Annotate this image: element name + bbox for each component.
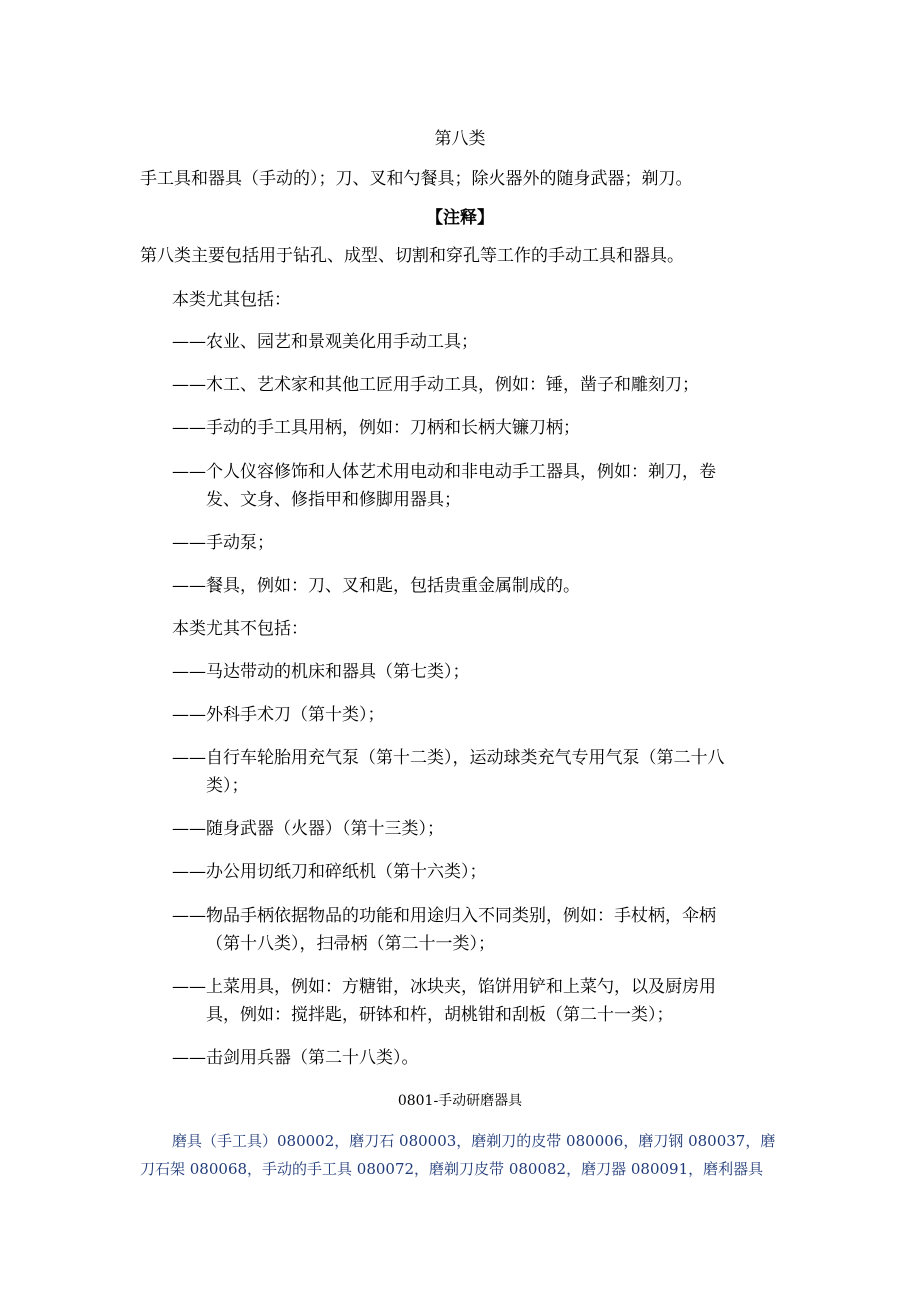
list-item-continuation: 发、文身、修指甲和修脚用器具；: [206, 490, 461, 510]
list-item: ——餐具，例如：刀、叉和匙，包括贵重金属制成的。: [172, 576, 580, 596]
list-item-continuation: （第十八类），扫帚柄（第二十一类）；: [206, 934, 495, 954]
list-item: ——手动的手工具用柄，例如：刀柄和长柄大镰刀柄；: [172, 418, 580, 438]
list-item: ——外科手术刀（第十类）；: [172, 705, 385, 725]
list-item: ——随身武器（火器）（第十三类）；: [172, 819, 444, 839]
list-item-continuation: 具，例如：搅拌匙，研钵和杵，胡桃钳和刮板（第二十一类）；: [206, 1005, 674, 1025]
list-item: ——上菜用具，例如：方糖钳，冰块夹，馅饼用铲和上菜勺，以及厨房用: [172, 977, 716, 997]
note-heading: 【注释】: [426, 208, 494, 228]
list-item-continuation: 类）；: [206, 776, 249, 796]
intro-paragraph: 第八类主要包括用于钻孔、成型、切割和穿孔等工作的手动工具和器具。: [140, 246, 684, 266]
list-item: ——农业、园艺和景观美化用手动工具；: [172, 332, 478, 352]
list-item: ——自行车轮胎用充气泵（第十二类），运动球类充气专用气泵（第二十八: [172, 748, 725, 768]
group-items-line: 磨具（手工具）080002，磨刀石 080003，磨剃刀的皮带 080006，磨刀钢 080037，磨: [172, 1132, 776, 1150]
excludes-heading: 本类尤其不包括：: [172, 619, 308, 639]
list-item: ——木工、艺术家和其他工匠用手动工具，例如：锤，凿子和雕刻刀；: [172, 375, 699, 395]
class-subtitle: 手工具和器具（手动的）；刀、叉和勺餐具；除火器外的随身武器；剃刀。: [140, 169, 693, 189]
list-item: ——手动泵；: [172, 533, 274, 553]
list-item: ——马达带动的机床和器具（第七类）；: [172, 662, 470, 682]
list-item: ——物品手柄依据物品的功能和用途归入不同类别，例如：手杖柄，伞柄: [172, 906, 716, 926]
group-items-line: 刀石架 080068，手动的手工具 080072，磨剃刀皮带 080082，磨刀器 080091，磨利器具: [140, 1160, 764, 1178]
list-item: ——办公用切纸刀和碎纸机（第十六类）；: [172, 862, 487, 882]
list-item: ——个人仪容修饰和人体艺术用电动和非电动手工器具，例如：剃刀，卷: [172, 462, 716, 482]
list-item: ——击剑用兵器（第二十八类）。: [172, 1048, 419, 1068]
includes-heading: 本类尤其包括：: [172, 290, 291, 310]
group-title: 0801-手动研磨器具: [397, 1093, 523, 1109]
class-title: 第八类: [434, 129, 486, 149]
